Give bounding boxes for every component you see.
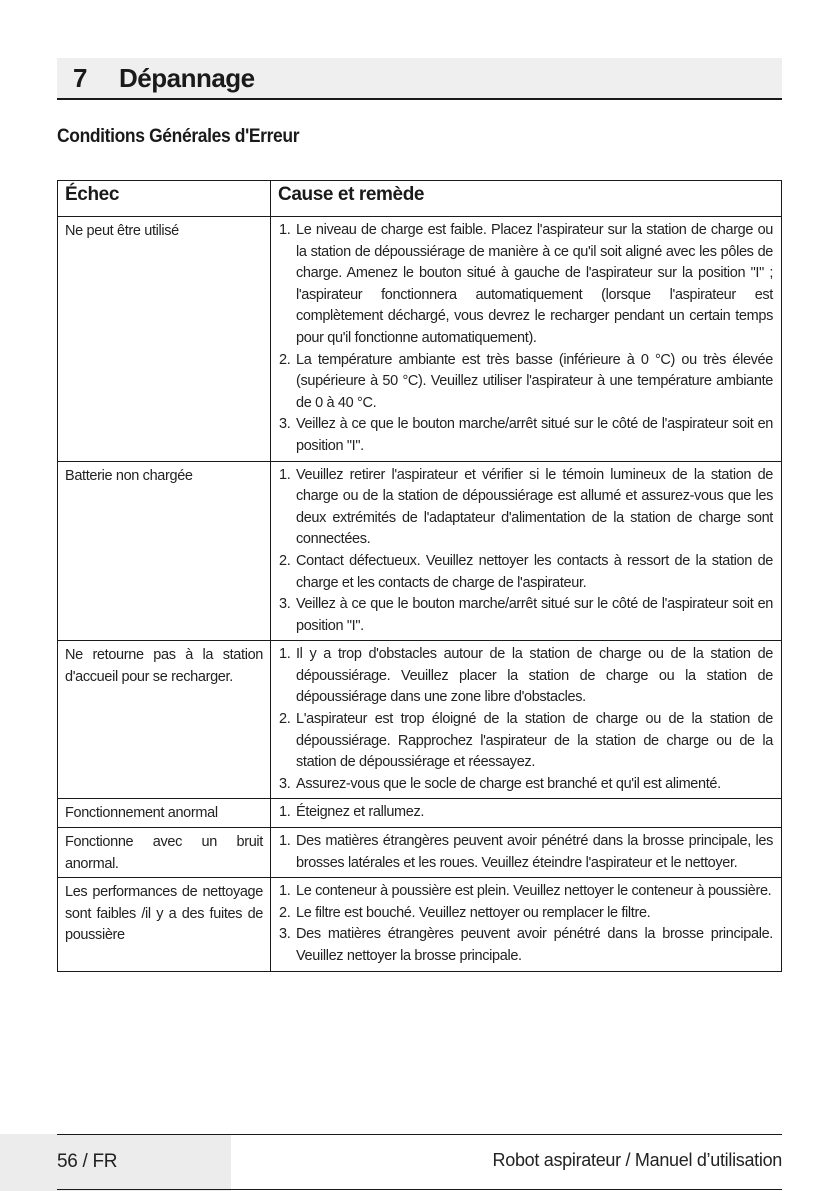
remedy-item	[279, 881, 773, 903]
remedy-item	[279, 465, 773, 551]
remedy-text: Il y a trop d'obstacles autour de la station de charge ou de la station de dépoussiérage. Veuillez placer la station de charge ou la station de dépoussiérage dans une zone libre d'obstacles.	[296, 646, 773, 706]
remedy-item	[279, 774, 773, 796]
remedy-list	[279, 881, 773, 967]
failure-cell: Les performances de nettoyage sont faibles /il y a des fuites de poussière	[58, 878, 271, 971]
failure-cell: Ne peut être utilisé	[58, 217, 271, 462]
remedy-text: Éteignez et rallumez.	[296, 804, 425, 821]
remedy-text: Le conteneur à poussière est plein. Veuillez nettoyer le conteneur à poussière.	[296, 883, 772, 900]
table-row	[58, 878, 782, 971]
failure-cell: Fonctionnement anormal	[58, 799, 271, 828]
remedy-number: 2.	[279, 351, 291, 368]
manual-title: Robot aspirateur / Manuel d’utilisation	[492, 1150, 782, 1170]
remedy-text: Veuillez retirer l'aspirateur et vérifier si le témoin lumineux de la station de charge ou de la station de dépoussiérage est allumé et assurez-vous que les deux extrémités de l'adaptateur d'alimentation de la station de charge sont connectées.	[296, 466, 773, 548]
remedy-number: 2.	[279, 711, 291, 728]
header-failure: Échec	[58, 181, 271, 217]
remedy-number: 2.	[279, 904, 291, 921]
remedy-text: Le niveau de charge est faible. Placez l'aspirateur sur la station de charge ou la station de dépoussiérage de manière à ce qu'il soit aligné avec les pôles de charge. Amenez le bouton situé à gauche de l'aspirateur sur la position "I" ; l'aspirateur fonctionnera automatiquement (lorsque l'aspirateur est complètement déchargé, vous devrez le recharger pendant un certain temps pour qu'il fonctionne automatiquement).	[296, 222, 773, 346]
page-number: 56 / FR	[57, 1151, 118, 1172]
troubleshooting-table	[57, 180, 782, 972]
remedy-text: Des matières étrangères peuvent avoir pénétré dans la brosse principale. Veuillez nettoyer la brosse principale.	[296, 926, 773, 964]
cause-remedy-cell	[271, 828, 782, 878]
remedy-text: La température ambiante est très basse (inférieure à 0 °C) ou très élevée (supérieure à 50 °C). Veuillez utiliser l'aspirateur à une température ambiante de 0 à 40 °C.	[296, 351, 773, 411]
table-row	[58, 641, 782, 799]
remedy-item	[279, 709, 773, 774]
remedy-number: 3.	[279, 926, 291, 943]
chapter-title: Dépannage	[119, 62, 255, 93]
remedy-item	[279, 220, 773, 350]
remedy-text: L'aspirateur est trop éloigné de la station de charge ou de la station de dépoussiérage. Rapprochez l'aspirateur de la station de charge ou de la station de dépoussiérage et réessayez.	[296, 711, 773, 771]
footer-divider-bottom	[57, 1189, 782, 1190]
remedy-number: 3.	[279, 416, 291, 433]
remedy-number: 3.	[279, 596, 291, 613]
remedy-number: 1.	[279, 883, 291, 900]
table-row	[58, 217, 782, 462]
header-cause-remedy: Cause et remède	[271, 181, 782, 217]
table-row	[58, 799, 782, 828]
cause-remedy-cell	[271, 799, 782, 828]
remedy-number: 1.	[279, 646, 291, 663]
remedy-list	[279, 220, 773, 458]
remedy-number: 3.	[279, 775, 291, 792]
section-heading: Conditions Générales d'Erreur	[57, 126, 300, 147]
remedy-number: 1.	[279, 833, 291, 850]
cause-remedy-cell	[271, 878, 782, 971]
remedy-number: 2.	[279, 552, 291, 569]
failure-cell: Fonctionne avec un bruit anormal.	[58, 828, 271, 878]
remedy-text: Le filtre est bouché. Veuillez nettoyer ou remplacer le filtre.	[296, 904, 651, 921]
table-row	[58, 828, 782, 878]
remedy-number: 1.	[279, 222, 291, 238]
remedy-list	[279, 644, 773, 795]
table-row	[58, 461, 782, 641]
cause-remedy-cell	[271, 217, 782, 462]
cause-remedy-cell	[271, 641, 782, 799]
cause-remedy-cell	[271, 461, 782, 641]
remedy-item	[279, 802, 773, 824]
remedy-item	[279, 903, 773, 925]
remedy-number: 1.	[279, 466, 291, 483]
remedy-text: Contact défectueux. Veuillez nettoyer les contacts à ressort de la station de charge et les contacts de charge de l'aspirateur.	[296, 552, 773, 591]
remedy-text: Assurez-vous que le socle de charge est branché et qu'il est alimenté.	[296, 775, 721, 792]
remedy-list	[279, 831, 773, 874]
remedy-item	[279, 644, 773, 709]
remedy-text: Veillez à ce que le bouton marche/arrêt situé sur le côté de l'aspirateur soit en position "I".	[296, 416, 773, 454]
failure-cell: Batterie non chargée	[58, 461, 271, 641]
chapter-header	[57, 58, 782, 100]
remedy-list	[279, 465, 773, 638]
remedy-text: Veillez à ce que le bouton marche/arrêt situé sur le côté de l'aspirateur soit en position "I".	[296, 596, 773, 634]
failure-cell: Ne retourne pas à la station d'accueil pour se recharger.	[58, 641, 271, 799]
table-header-row	[58, 181, 782, 217]
remedy-list	[279, 802, 773, 824]
remedy-item	[279, 350, 773, 415]
remedy-item	[279, 414, 773, 457]
remedy-text: Des matières étrangères peuvent avoir pénétré dans la brosse principale, les brosses latérales et les roues. Veuillez éteindre l'aspirateur et le nettoyer.	[296, 833, 773, 871]
footer-divider-top	[57, 1134, 782, 1135]
remedy-item	[279, 594, 773, 637]
chapter-number: 7	[73, 62, 87, 93]
remedy-number: 1.	[279, 804, 291, 821]
remedy-item	[279, 831, 773, 874]
remedy-item	[279, 924, 773, 967]
remedy-item	[279, 551, 773, 594]
